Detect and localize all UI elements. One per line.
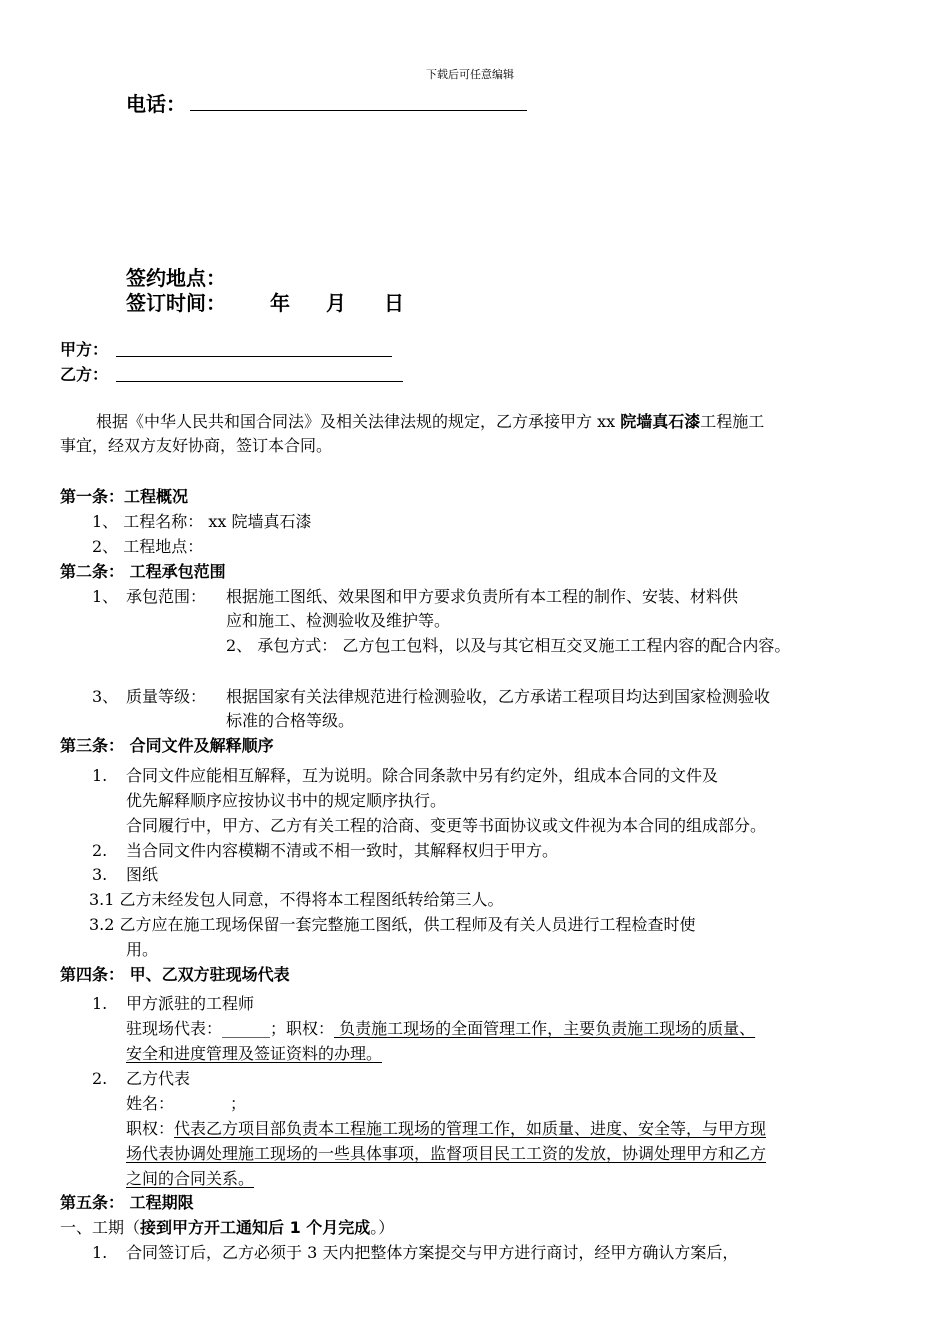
article-2-item-2: 2、 承包方式： 乙方包工包料，以及与其它相互交叉施工工程内容的配合内容。: [226, 636, 791, 655]
day-label: 日: [384, 291, 404, 315]
article-4-item-2-text: 乙方代表: [126, 1069, 191, 1088]
phone-blank-line: [190, 110, 527, 111]
article-3-item-2-text: 当合同文件内容模糊不清或不相一致时，其解释权归于甲方。: [126, 841, 559, 860]
party-a-blank-line: [116, 356, 392, 357]
article-4-item-1-text: 甲方派驻的工程师: [126, 994, 255, 1013]
party-b-rep-duty-label: 职权：: [126, 1119, 175, 1138]
signing-place-label: 签约地点：: [126, 266, 226, 290]
work-period-prefix: 一、工期（: [60, 1218, 141, 1237]
article-3-item-3-text: 图纸: [126, 865, 159, 884]
work-period-term: 接到甲方开工通知后 1 个月完成: [140, 1218, 371, 1237]
site-representative-line: [126, 1018, 755, 1040]
article-3-item-2-num: 2.: [92, 841, 108, 860]
site-representative-label: 驻现场代表：: [126, 1019, 223, 1038]
article-3-item-3-num: 3.: [92, 865, 108, 884]
article-1-item-1: 1、 工程名称： xx 院墙真石漆: [92, 512, 312, 531]
article-3-item-1-line-1: 合同文件应能相互解释，互为说明。除合同条款中另有约定外，组成本合同的文件及: [126, 766, 719, 785]
article-2-item-3-line-2: 标准的合格等级。: [226, 711, 355, 730]
article-3-title: 第三条： 合同文件及解释顺序: [60, 736, 274, 755]
party-a-label: 甲方：: [60, 340, 109, 359]
article-1-title: 第一条：工程概况: [60, 487, 189, 506]
article-5-item-1-text: 合同签订后，乙方必须于 3 天内把整体方案提交与甲方进行商讨，经甲方确认方案后，: [126, 1243, 739, 1262]
work-period-line: [60, 1217, 394, 1239]
month-label: 月: [326, 291, 346, 315]
article-2-item-1-line-1: 根据施工图纸、效果图和甲方要求负责所有本工程的制作、安装、材料供: [226, 587, 739, 606]
article-3-item-3-1: 3.1 乙方未经发包人同意，不得将本工程图纸转给第三人。: [89, 890, 504, 909]
article-3-item-1-line-2: 优先解释顺序应按协议书中的规定顺序执行。: [126, 791, 447, 810]
article-4-title: 第四条： 甲、乙双方驻现场代表: [60, 965, 290, 984]
party-b-rep-name-sep: ；: [230, 1094, 247, 1113]
site-representative-duty-line-2: 安全和进度管理及签证资料的办理。: [126, 1044, 383, 1063]
intro-text-2: 工程施工: [700, 412, 765, 431]
intro-line-2: 事宜，经双方友好协商，签订本合同。: [60, 436, 333, 455]
site-representative-blank: ______: [222, 1019, 271, 1038]
party-b-rep-duty-line-2: 场代表协调处理施工现场的一些具体事项，监督项目民工工资的发放，协调处理甲方和乙方: [126, 1144, 767, 1163]
article-5-title: 第五条： 工程期限: [60, 1193, 194, 1212]
article-2-item-3-num: 3、: [92, 687, 119, 706]
intro-project-name: 院墙真石漆: [620, 412, 701, 431]
intro-line-1: [96, 411, 764, 433]
page-header-note: 下载后可任意编辑: [426, 68, 514, 81]
party-b-rep-duty-line-1: [126, 1118, 766, 1140]
article-2-item-1-num: 1、: [92, 587, 119, 606]
article-4-item-2-num: 2.: [92, 1069, 108, 1088]
year-label: 年: [270, 291, 290, 315]
phone-label: 电话：: [126, 92, 186, 116]
article-2-title: 第二条： 工程承包范围: [60, 562, 226, 581]
party-b-rep-duty-line-3: 之间的合同关系。: [126, 1169, 255, 1188]
site-representative-duty-label: ；职权：: [270, 1019, 335, 1038]
article-3-item-3-2-line-2: 用。: [126, 940, 159, 959]
work-period-suffix: 。）: [370, 1218, 395, 1237]
article-3-item-3-2-line-1: 3.2 乙方应在施工现场保留一套完整施工图纸，供工程师及有关人员进行工程检查时使: [89, 915, 696, 934]
article-3-item-1-num: 1.: [92, 766, 108, 785]
signing-time-label: 签订时间：: [126, 291, 226, 315]
party-b-blank-line: [116, 381, 403, 382]
article-2-item-1-line-2: 应和施工、检测验收及维护等。: [226, 611, 451, 630]
article-2-item-1-label: 承包范围：: [126, 587, 207, 606]
article-4-item-1-num: 1.: [92, 994, 108, 1013]
party-b-rep-duty-text-1: 代表乙方项目部负责本工程施工现场的管理工作，如质量、进度、安全等，与甲方现: [174, 1119, 767, 1138]
article-1-item-2: 2、 工程地点：: [92, 537, 204, 556]
party-b-rep-name-label: 姓名：: [126, 1094, 175, 1113]
article-2-item-3-line-1: 根据国家有关法律规范进行检测验收，乙方承诺工程项目均达到国家检测验收: [226, 687, 771, 706]
article-3-item-1-line-3: 合同履行中，甲方、乙方有关工程的洽商、变更等书面协议或文件视为本合同的组成部分。: [126, 816, 767, 835]
article-2-item-3-label: 质量等级：: [126, 687, 207, 706]
intro-text-1: 根据《中华人民共和国合同法》及相关法律法规的规定，乙方承接甲方 xx: [96, 412, 621, 431]
site-representative-duty-line-1: 负责施工现场的全面管理工作，主要负责施工现场的质量、: [334, 1019, 756, 1038]
party-b-label: 乙方：: [60, 365, 109, 384]
article-5-item-1-num: 1.: [92, 1243, 108, 1262]
